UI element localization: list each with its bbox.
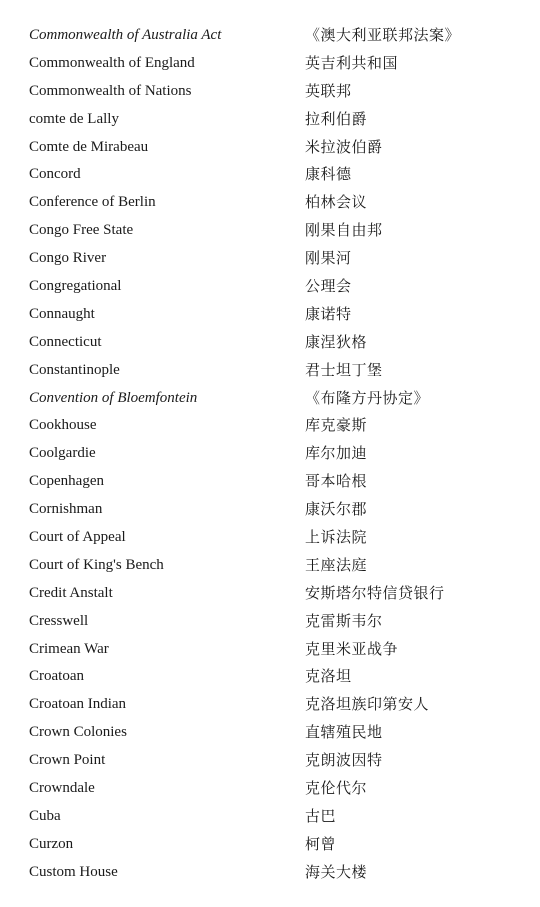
entry-term: Cuba [29, 807, 61, 824]
glossary-entry [0, 468, 540, 496]
entry-translation: 王座法庭 [305, 555, 368, 574]
entry-term: Court of Appeal [29, 529, 126, 546]
entry-translation: 康涅狄格 [305, 332, 368, 351]
entry-term: Comte de Mirabeau [29, 138, 149, 155]
entry-translation: 库克豪斯 [305, 416, 368, 435]
entry-term: Crowndale [29, 780, 95, 797]
glossary-entry [0, 385, 540, 413]
glossary-entry [0, 78, 540, 106]
entry-term: Commonwealth of Australia Act [29, 27, 222, 43]
entry-translation: 康科德 [305, 165, 352, 184]
entry-translation: 古巴 [305, 806, 337, 825]
entry-term: Congregational [29, 278, 122, 295]
glossary-entry [0, 524, 540, 552]
glossary-entry [0, 22, 540, 50]
entry-term: Commonwealth of Nations [29, 82, 192, 99]
entry-translation: 米拉波伯爵 [305, 137, 383, 156]
entry-term: Curzon [29, 835, 74, 852]
entry-translation: 克雷斯韦尔 [305, 611, 383, 630]
entry-term: Croatoan Indian [29, 696, 127, 713]
glossary-entry [0, 50, 540, 78]
glossary-entry [0, 161, 540, 189]
glossary-entry [0, 134, 540, 162]
entry-translation: 康诺特 [305, 304, 352, 323]
entry-term: Conference of Berlin [29, 194, 156, 211]
entry-translation: 上诉法院 [305, 528, 368, 547]
entry-translation: 英联邦 [305, 81, 352, 100]
glossary-entry [0, 608, 540, 636]
entry-term: Congo River [29, 250, 107, 267]
entry-term: comte de Lally [29, 110, 119, 127]
glossary-entry [0, 552, 540, 580]
entry-translation: 拉利伯爵 [305, 109, 368, 128]
entry-translation: 公理会 [305, 277, 352, 296]
glossary-entry [0, 691, 540, 719]
glossary-entry [0, 301, 540, 329]
entry-translation: 康沃尔郡 [305, 500, 368, 519]
entry-translation: 海关大楼 [305, 862, 368, 881]
entry-term: Connecticut [29, 333, 102, 350]
entry-term: Custom House [29, 863, 118, 880]
entry-translation: 哥本哈根 [305, 472, 368, 491]
glossary-entry [0, 775, 540, 803]
entry-translation: 刚果自由邦 [305, 221, 383, 240]
glossary-entry [0, 245, 540, 273]
entry-translation: 克里米亚战争 [305, 639, 399, 658]
entry-translation: 库尔加迪 [305, 444, 368, 463]
entry-translation: 柯曾 [305, 834, 337, 853]
glossary-entry [0, 329, 540, 357]
glossary-entry [0, 496, 540, 524]
entry-term: Convention of Bloemfontein [29, 389, 198, 406]
entry-translation: 安斯塔尔特信贷银行 [305, 583, 445, 602]
glossary-entry [0, 357, 540, 385]
glossary-entry [0, 803, 540, 831]
glossary-list [0, 22, 540, 887]
entry-translation: 刚果河 [305, 249, 352, 268]
glossary-entry [0, 440, 540, 468]
entry-term: Constantinople [29, 361, 120, 378]
glossary-entry [0, 106, 540, 134]
entry-term: Cornishman [29, 501, 103, 518]
glossary-entry [0, 636, 540, 664]
glossary-entry [0, 217, 540, 245]
glossary-entry [0, 831, 540, 859]
entry-term: Copenhagen [29, 473, 104, 490]
glossary-entry [0, 189, 540, 217]
entry-translation: 《澳大利亚联邦法案》 [305, 26, 461, 44]
entry-translation: 克伦代尔 [305, 779, 368, 798]
entry-translation: 克朗波因特 [305, 751, 383, 770]
entry-term: Crimean War [29, 640, 109, 657]
entry-translation: 克洛坦 [305, 667, 352, 686]
entry-translation: 君士坦丁堡 [305, 360, 383, 379]
entry-term: Congo Free State [29, 222, 134, 239]
glossary-entry [0, 663, 540, 691]
entry-term: Cresswell [29, 612, 89, 629]
entry-translation: 英吉利共和国 [305, 53, 399, 72]
entry-term: Cookhouse [29, 417, 97, 434]
entry-translation: 柏林会议 [305, 193, 368, 212]
entry-term: Commonwealth of England [29, 54, 195, 71]
entry-term: Croatoan [29, 668, 84, 685]
entry-term: Coolgardie [29, 445, 96, 462]
glossary-entry [0, 859, 540, 887]
entry-translation: 《布隆方丹协定》 [305, 388, 430, 407]
entry-term: Concord [29, 166, 81, 183]
glossary-entry [0, 747, 540, 775]
entry-term: Connaught [29, 305, 95, 322]
entry-term: Crown Colonies [29, 724, 127, 741]
glossary-entry [0, 719, 540, 747]
entry-translation: 直辖殖民地 [305, 723, 383, 742]
entry-term: Crown Point [29, 752, 106, 769]
glossary-entry [0, 273, 540, 301]
entry-translation: 克洛坦族印第安人 [305, 695, 430, 714]
glossary-entry [0, 580, 540, 608]
entry-term: Credit Anstalt [29, 584, 113, 601]
entry-term: Court of King's Bench [29, 556, 164, 573]
glossary-entry [0, 412, 540, 440]
